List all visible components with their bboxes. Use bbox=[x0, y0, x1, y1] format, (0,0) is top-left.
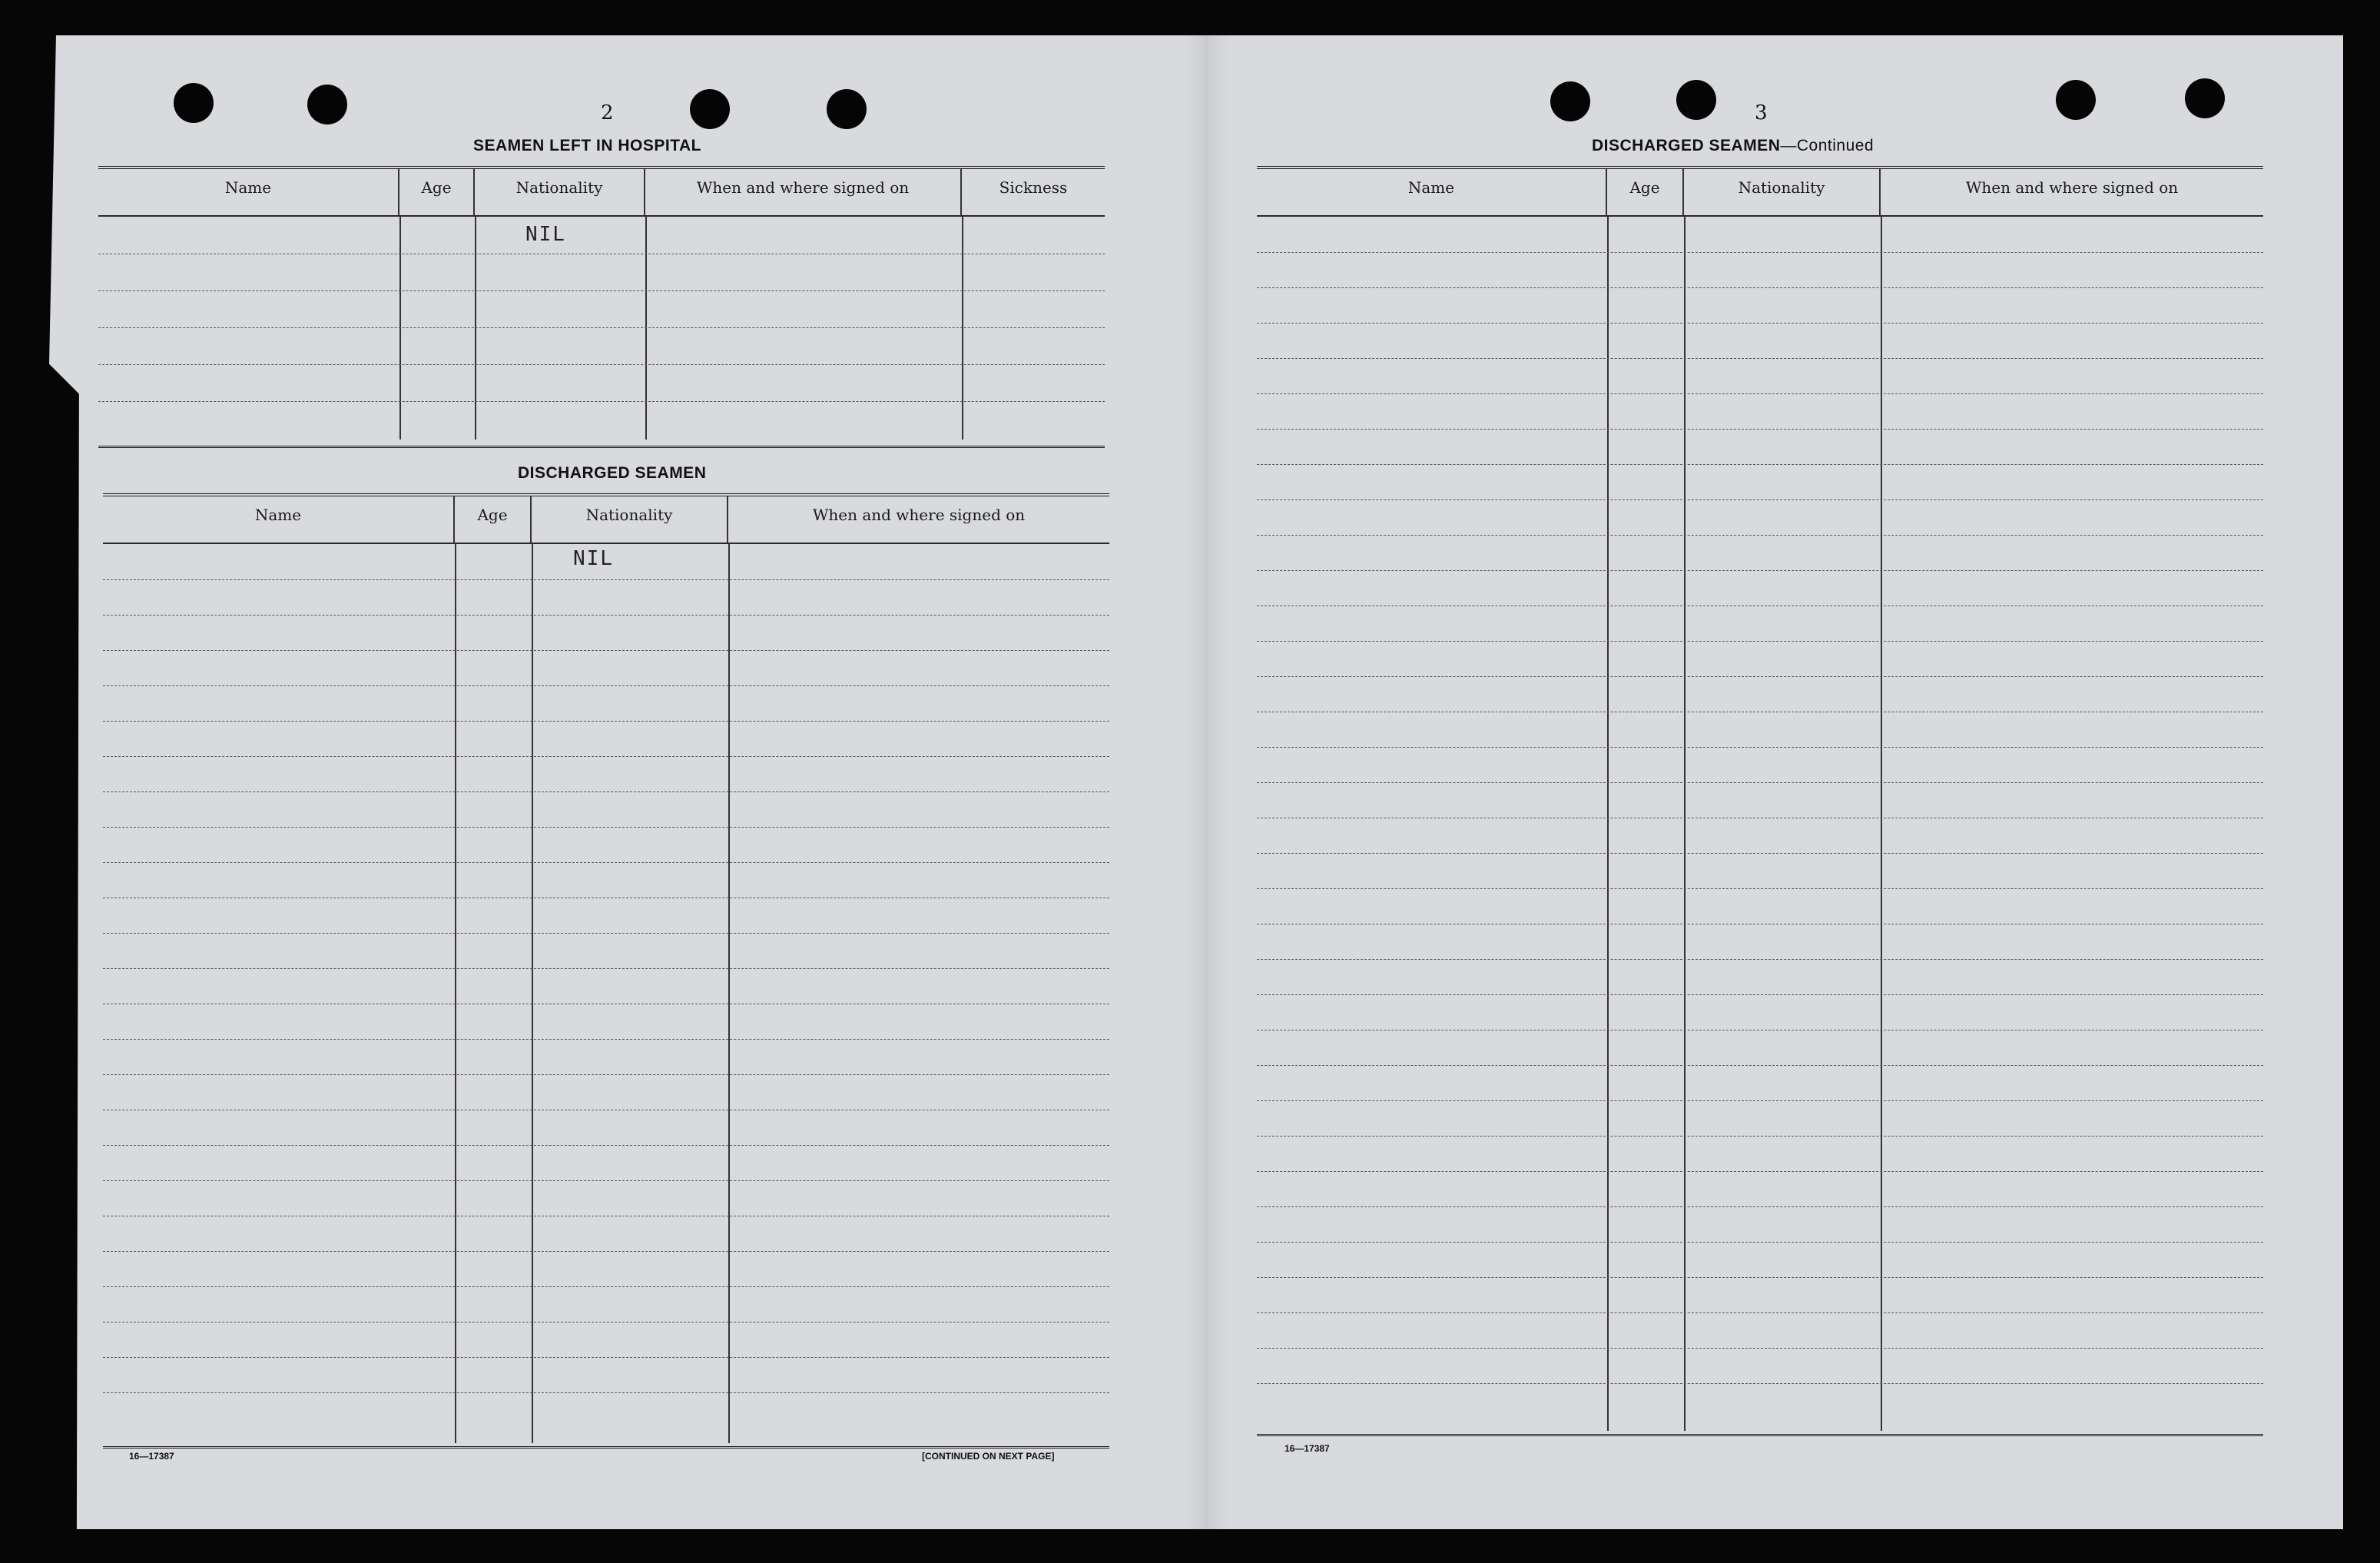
column-header-age: Age bbox=[455, 496, 532, 543]
discharged-continued-table bbox=[1257, 166, 2263, 1436]
column-header-name: Name bbox=[1257, 169, 1607, 215]
right-form-number: 16—17387 bbox=[1284, 1443, 1330, 1454]
page-fold bbox=[1183, 35, 1229, 1529]
discharged-table bbox=[103, 493, 1109, 1449]
discharged-table-header bbox=[103, 496, 1109, 544]
column-header-name: Name bbox=[98, 169, 399, 215]
hospital-section-title: SEAMEN LEFT IN HOSPITAL bbox=[473, 137, 701, 154]
column-header-nationality: Nationality bbox=[532, 496, 728, 543]
continued-note: [CONTINUED ON NEXT PAGE] bbox=[922, 1451, 1055, 1462]
column-header-signed-on: When and where signed on bbox=[1965, 178, 2179, 197]
discharged-section-title: DISCHARGED SEAMEN bbox=[518, 464, 707, 482]
punch-hole bbox=[174, 83, 214, 123]
column-header-nationality: Nationality bbox=[1684, 169, 1881, 215]
punch-hole bbox=[1550, 81, 1590, 121]
discharged-continued-table-header bbox=[1257, 169, 2263, 217]
continued-section-title-suffix: —Continued bbox=[1780, 137, 1874, 154]
punch-hole bbox=[2056, 80, 2096, 120]
left-form-number: 16—17387 bbox=[129, 1451, 174, 1462]
hospital-table-body bbox=[98, 217, 1105, 440]
column-header-signed-on: When and where signed on bbox=[645, 169, 962, 215]
discharged-table-body bbox=[103, 544, 1109, 1443]
discharged-continued-table-body bbox=[1257, 217, 2263, 1431]
right-page-number: 3 bbox=[1755, 101, 1768, 124]
punch-hole bbox=[827, 89, 867, 129]
hospital-nationality-entry: NIL bbox=[525, 223, 566, 246]
left-page-number: 2 bbox=[601, 101, 614, 124]
column-header-signed-on: When and where signed on bbox=[812, 506, 1026, 524]
punch-hole bbox=[690, 89, 730, 129]
discharged-nationality-entry: NIL bbox=[573, 547, 614, 570]
punch-hole bbox=[1676, 80, 1716, 120]
column-header-age: Age bbox=[399, 169, 475, 215]
column-header-name: Name bbox=[103, 496, 455, 543]
column-header-nationality: Nationality bbox=[475, 169, 645, 215]
column-header-sickness: Sickness bbox=[999, 178, 1068, 197]
hospital-table bbox=[98, 166, 1105, 448]
punch-hole bbox=[307, 85, 347, 124]
continued-section-title-text: DISCHARGED SEAMEN bbox=[1592, 137, 1781, 154]
continued-section-title bbox=[1592, 137, 1874, 155]
hospital-table-header bbox=[98, 169, 1105, 217]
punch-hole bbox=[2185, 78, 2225, 118]
column-header-age: Age bbox=[1607, 169, 1684, 215]
